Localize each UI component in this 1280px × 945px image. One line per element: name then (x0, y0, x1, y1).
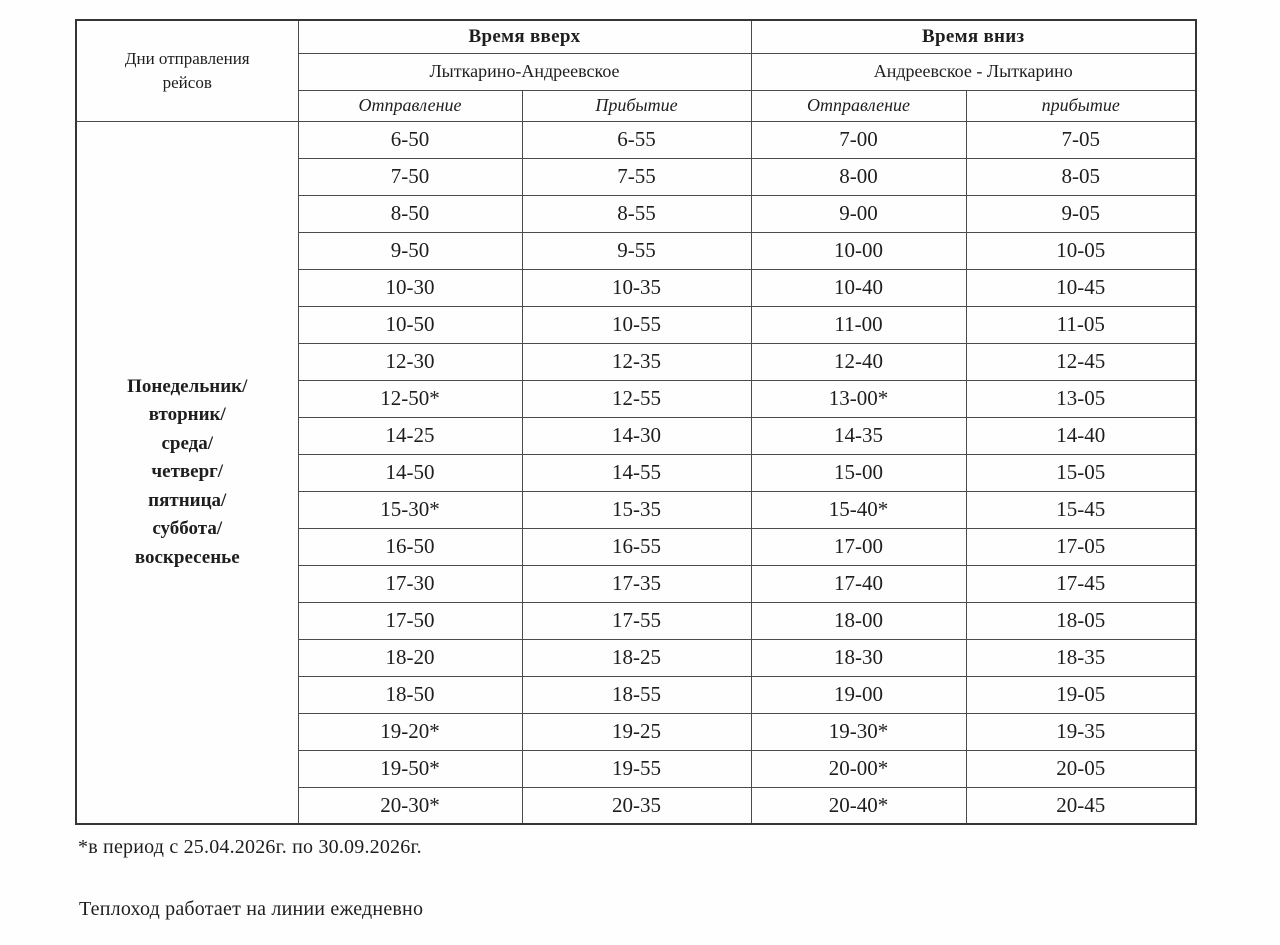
timetable-body (76, 121, 1196, 824)
time-cell: 15-45 (966, 491, 1196, 528)
time-cell: 11-05 (966, 306, 1196, 343)
time-cell: 8-50 (298, 195, 522, 232)
time-cell: 18-20 (298, 639, 522, 676)
time-cell: 19-30* (751, 713, 966, 750)
timetable (75, 19, 1197, 825)
time-cell: 9-50 (298, 232, 522, 269)
time-cell: 16-50 (298, 528, 522, 565)
time-cell: 12-35 (522, 343, 751, 380)
time-cell: 17-30 (298, 565, 522, 602)
time-cell: 15-00 (751, 454, 966, 491)
time-cell: 18-00 (751, 602, 966, 639)
time-cell: 17-35 (522, 565, 751, 602)
time-cell: 16-55 (522, 528, 751, 565)
time-cell: 20-30* (298, 787, 522, 824)
time-cell: 19-55 (522, 750, 751, 787)
time-cell: 18-50 (298, 676, 522, 713)
time-cell: 7-55 (522, 158, 751, 195)
time-cell: 17-40 (751, 565, 966, 602)
time-cell: 14-25 (298, 417, 522, 454)
time-cell: 8-05 (966, 158, 1196, 195)
time-cell: 14-55 (522, 454, 751, 491)
down-arrival-label: прибытие (966, 90, 1196, 121)
time-cell: 12-30 (298, 343, 522, 380)
time-cell: 9-55 (522, 232, 751, 269)
up-arrival-label: Прибытие (522, 90, 751, 121)
time-cell: 12-45 (966, 343, 1196, 380)
time-cell: 19-25 (522, 713, 751, 750)
time-cell: 8-55 (522, 195, 751, 232)
day-line: пятница/ (148, 489, 227, 511)
time-cell: 17-50 (298, 602, 522, 639)
time-cell: 15-40* (751, 491, 966, 528)
time-cell: 18-05 (966, 602, 1196, 639)
time-cell: 15-35 (522, 491, 751, 528)
time-cell: 10-50 (298, 306, 522, 343)
asterisk-footnote: *в период с 25.04.2026г. по 30.09.2026г. (78, 836, 422, 858)
day-line: Понедельник/ (127, 375, 248, 397)
time-cell: 14-40 (966, 417, 1196, 454)
time-cell: 15-05 (966, 454, 1196, 491)
time-cell: 10-05 (966, 232, 1196, 269)
time-cell: 18-25 (522, 639, 751, 676)
time-cell: 18-30 (751, 639, 966, 676)
time-cell: 14-30 (522, 417, 751, 454)
time-cell: 19-00 (751, 676, 966, 713)
days-header-line1: Дни отправления (124, 48, 250, 68)
time-cell: 6-50 (298, 121, 522, 158)
down-departure-label: Отправление (751, 90, 966, 121)
time-cell: 9-00 (751, 195, 966, 232)
daily-service-note: Теплоход работает на линии ежедневно (79, 898, 424, 920)
time-cell: 19-50* (298, 750, 522, 787)
time-cell: 7-00 (751, 121, 966, 158)
time-cell: 20-35 (522, 787, 751, 824)
days-cell (76, 121, 298, 824)
time-cell: 7-05 (966, 121, 1196, 158)
time-cell: 18-35 (966, 639, 1196, 676)
direction-down-title: Время вниз (751, 20, 1196, 53)
time-cell: 12-50* (298, 380, 522, 417)
time-cell: 17-45 (966, 565, 1196, 602)
direction-up-title: Время вверх (298, 20, 751, 53)
time-cell: 10-40 (751, 269, 966, 306)
time-cell: 14-50 (298, 454, 522, 491)
time-cell: 10-45 (966, 269, 1196, 306)
day-line: вторник/ (148, 404, 226, 425)
time-cell: 19-05 (966, 676, 1196, 713)
time-cell: 7-50 (298, 158, 522, 195)
time-cell: 17-00 (751, 528, 966, 565)
time-cell: 8-00 (751, 158, 966, 195)
time-cell: 17-05 (966, 528, 1196, 565)
time-cell: 12-40 (751, 343, 966, 380)
days-header-line2: рейсов (162, 72, 212, 92)
time-cell: 13-05 (966, 380, 1196, 417)
time-cell: 20-05 (966, 750, 1196, 787)
day-line: воскресенье (134, 546, 240, 568)
time-cell: 9-05 (966, 195, 1196, 232)
time-cell: 14-35 (751, 417, 966, 454)
time-cell: 17-55 (522, 602, 751, 639)
time-cell: 10-55 (522, 306, 751, 343)
time-cell: 10-35 (522, 269, 751, 306)
route-down: Андреевское - Лыткарино (751, 53, 1196, 90)
days-header-cell (76, 20, 298, 121)
day-line: четверг/ (151, 461, 224, 482)
table-row (76, 121, 1196, 158)
time-cell: 18-55 (522, 676, 751, 713)
day-line: среда/ (161, 432, 214, 454)
time-cell: 20-45 (966, 787, 1196, 824)
time-cell: 19-35 (966, 713, 1196, 750)
time-cell: 11-00 (751, 306, 966, 343)
time-cell: 10-00 (751, 232, 966, 269)
time-cell: 15-30* (298, 491, 522, 528)
time-cell: 10-30 (298, 269, 522, 306)
header-row-directions (76, 20, 1196, 53)
time-cell: 6-55 (522, 121, 751, 158)
time-cell: 19-20* (298, 713, 522, 750)
time-cell: 20-00* (751, 750, 966, 787)
time-cell: 13-00* (751, 380, 966, 417)
up-departure-label: Отправление (298, 90, 522, 121)
day-line: суббота/ (152, 518, 223, 539)
route-up: Лыткарино-Андреевское (298, 53, 751, 90)
time-cell: 12-55 (522, 380, 751, 417)
time-cell: 20-40* (751, 787, 966, 824)
